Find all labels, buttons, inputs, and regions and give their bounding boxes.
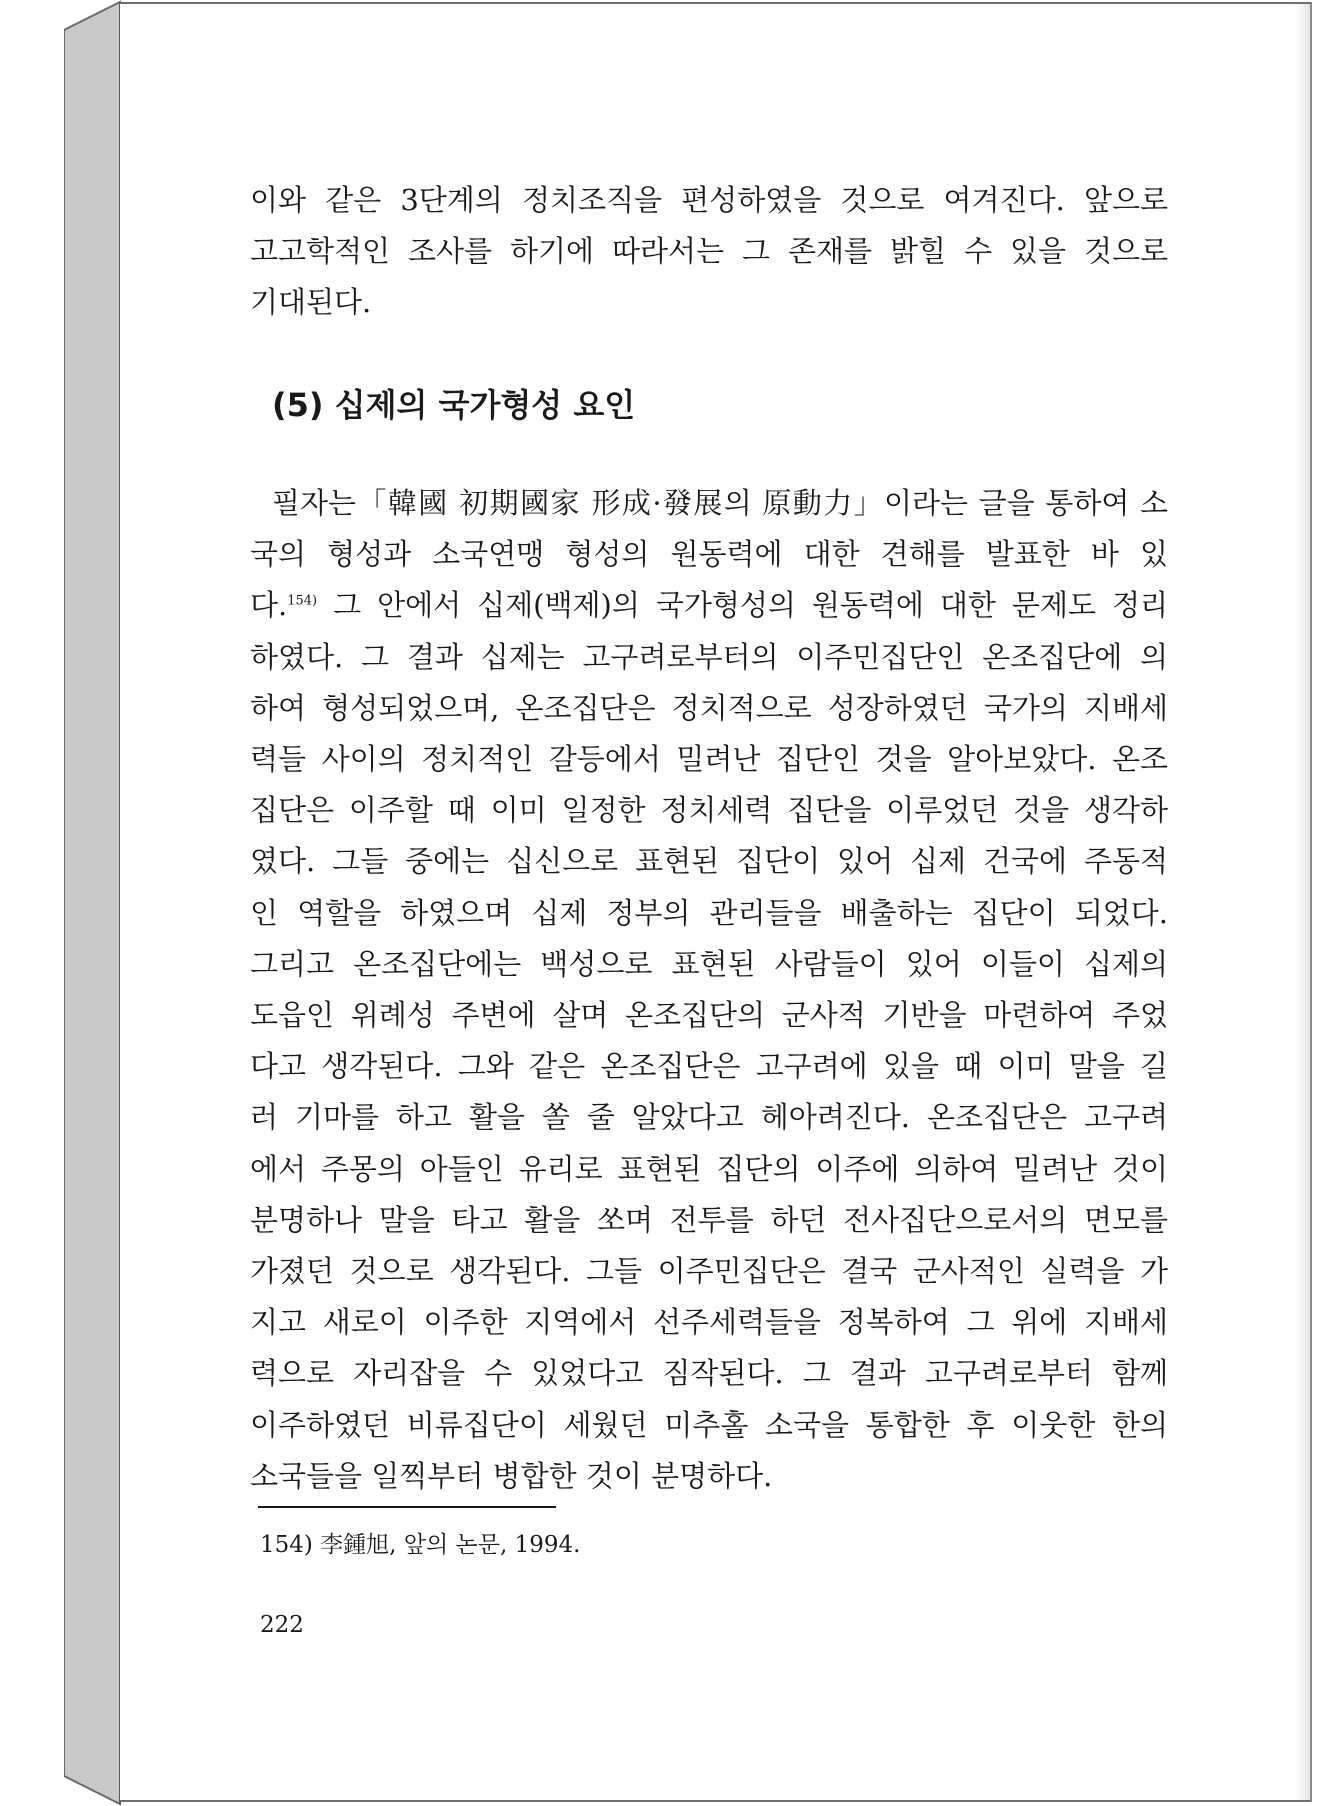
intro-line: 이와 같은 3단계의 정치조직을 편성하였을 것으로 여겨진다. 앞으로 [250,183,1168,217]
body-line: 가졌던 것으로 생각된다. 그들 이주민집단은 결국 군사적인 실력을 가 [250,1254,1168,1289]
body-line: 도읍인 위례성 주변에 살며 온조집단의 군사적 기반을 마련하여 주었 [250,998,1168,1033]
book-spine [64,0,122,1806]
body-line: 다고 생각된다. 그와 같은 온조집단은 고구려에 있을 때 이미 말을 길 [250,1049,1168,1084]
body-line: 분명하나 말을 타고 활을 쏘며 전투를 하던 전사집단으로서의 면모를 [250,1202,1168,1237]
body-line: 집단은 이주할 때 이미 일정한 정치세력 집단을 이루었던 것을 생각하 [250,793,1168,828]
page-edge [1294,4,1310,1800]
body-line: 필자는「韓國 初期國家 形成·發展의 原動力」이라는 글을 통하여 소 [272,486,1168,520]
body-line-start: 다. [250,588,288,623]
body-line: 하였다. 그 결과 십제는 고구려로부터의 이주민집단인 온조집단에 의 [250,639,1168,674]
section-heading: (5) 십제의 국가형성 요인 [272,386,636,424]
body-paragraph [250,478,1168,1502]
body-line: 력으로 자리잡을 수 있었다고 짐작된다. 그 결과 고구려로부터 함께 [250,1356,1168,1391]
body-line: 소국들을 일찍부터 병합한 것이 분명하다. [250,1458,773,1493]
body-line: 력들 사이의 정치적인 갈등에서 밀려난 집단인 것을 알아보았다. 온조 [250,742,1168,777]
intro-line: 기대된다. [250,285,372,319]
body-line: 그리고 온조집단에는 백성으로 표현된 사람들이 있어 이들이 십제의 [250,946,1168,981]
body-line: 이주하였던 비류집단이 세웠던 미추홀 소국을 통합한 후 이웃한 한의 [250,1407,1168,1442]
body-line: 러 기마를 하고 활을 쏠 줄 알았다고 헤아려진다. 온조집단은 고구려 [250,1100,1168,1135]
body-line: 국의 형성과 소국연맹 형성의 원동력에 대한 견해를 발표한 바 있 [250,537,1168,572]
page-number: 222 [260,1612,304,1638]
body-line: 하여 형성되었으며, 온조집단은 정치적으로 성장하였던 국가의 지배세 [250,690,1168,725]
footnote-divider [258,1506,556,1508]
footnote: 154) 李鍾旭, 앞의 논문, 1994. [260,1532,581,1558]
body-line-end: 그 안에서 십제(백제)의 국가형성의 원동력에 대한 문제도 정리 [317,588,1168,623]
footnote-reference[interactable]: 154) [287,593,318,609]
body-line: 였다. 그들 중에는 십신으로 표현된 집단이 있어 십제 건국에 주동적 [250,844,1168,879]
body-line [250,580,1168,631]
intro-line: 고고학적인 조사를 하기에 따라서는 그 존재를 밝힐 수 있을 것으로 [250,234,1168,268]
intro-paragraph [250,175,1168,328]
body-line: 에서 주몽의 아들인 유리로 표현된 집단의 이주에 의하여 밀려난 것이 [250,1151,1168,1186]
body-line: 지고 새로이 이주한 지역에서 선주세력들을 정복하여 그 위에 지배세 [250,1305,1168,1340]
body-line: 인 역할을 하였으며 십제 정부의 관리들을 배출하는 집단이 되었다. [250,895,1168,930]
